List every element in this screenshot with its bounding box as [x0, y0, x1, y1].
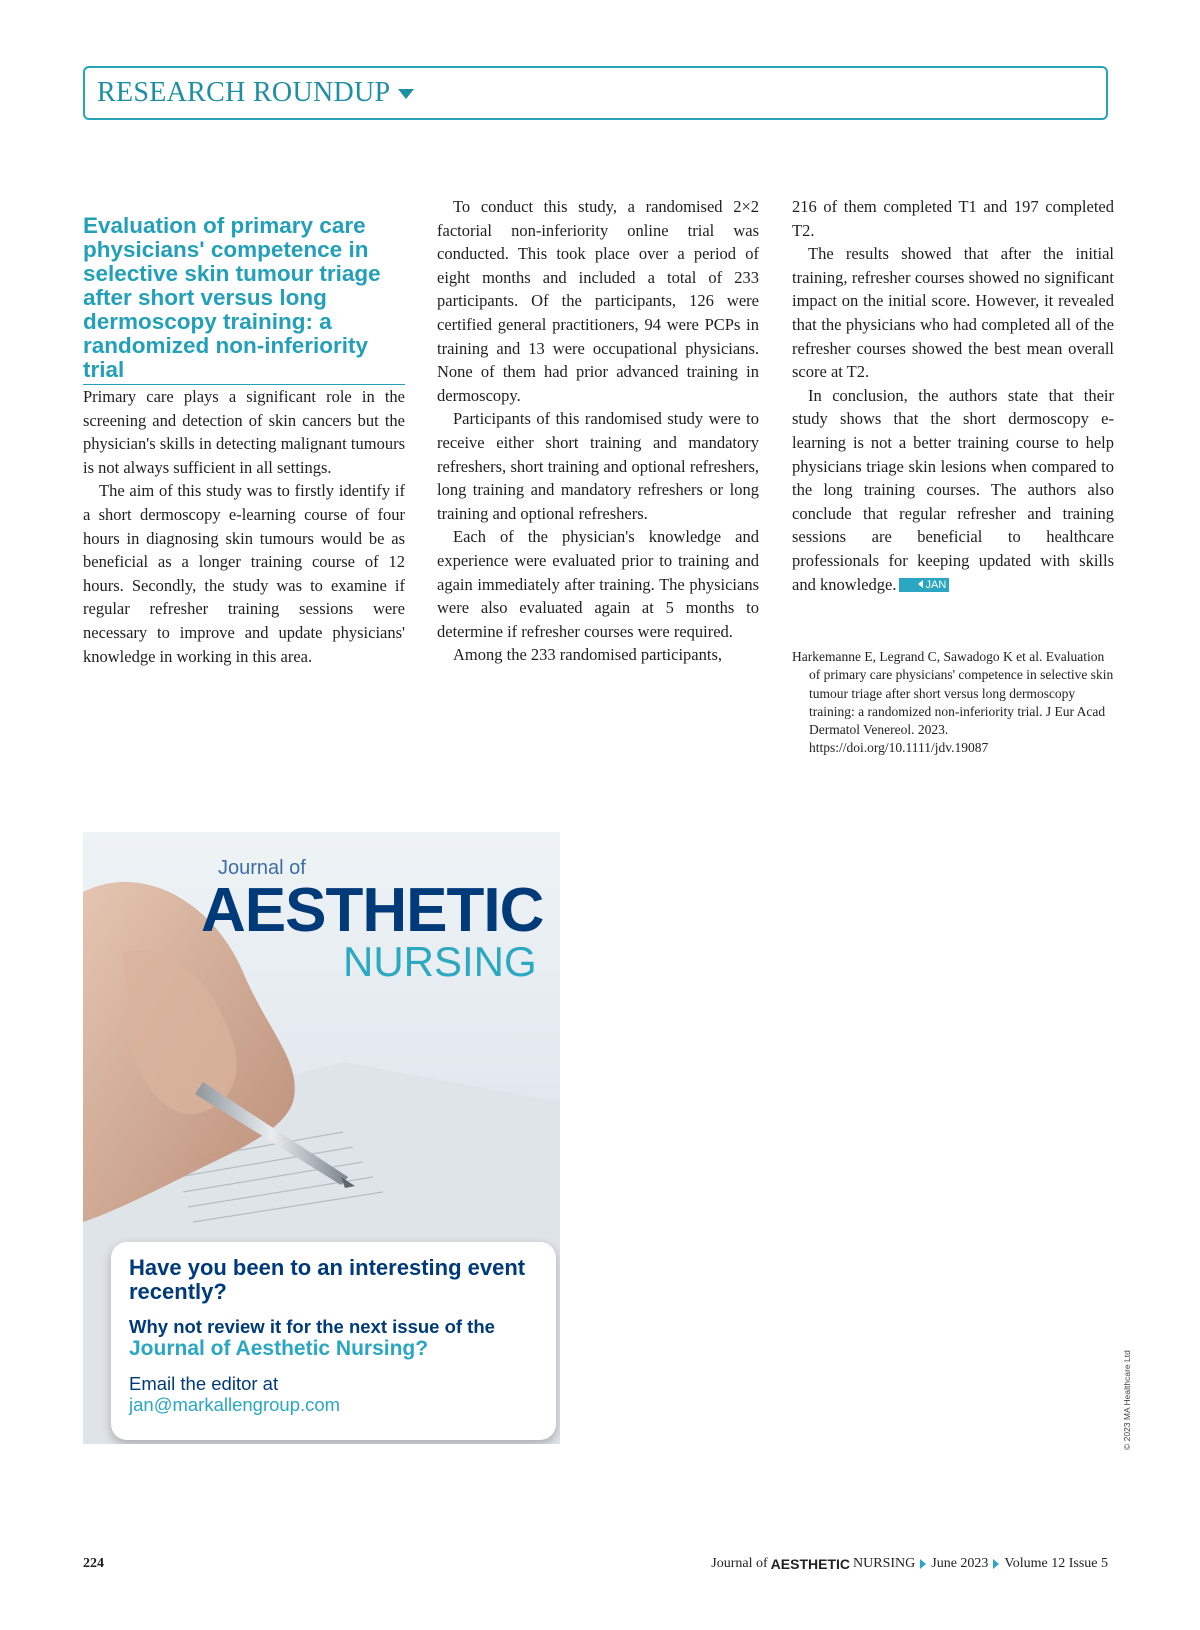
footer-journal-suffix: NURSING — [853, 1556, 916, 1571]
footer-issue-date: June 2023 — [931, 1556, 989, 1571]
paragraph: To conduct this study, a randomised 2×2 factorial non-inferiority online trial was conducted. This took place over a period of eight months and included a total of 233 participants. Of the participants, 126 were certified general practitioners, 94 were PCPs in training and 13 were occupational physicians. None of them had prior advanced training in dermoscopy. — [437, 197, 759, 405]
paragraph: Primary care plays a significant role in the screening and detection of skin cancers but the physician's skills in detecting malignant tumours is not always sufficient in all settings. — [83, 387, 405, 477]
advert-email-link[interactable]: jan@markallengroup.com — [129, 1394, 341, 1415]
paragraph: Among the 233 randomised participants, — [453, 645, 722, 665]
paragraph: 216 of them completed T1 and 197 completed T2. — [792, 197, 1114, 240]
paragraph-text: In conclusion, the authors state that their study shows that the short dermoscopy e-learning is not a better training course to help physicians triage skin lesions when compared to the long training courses. The authors also conclude that regular refresher and training sessions are beneficial to healthcare professionals for keeping updated with skills and knowledge. — [792, 385, 1114, 594]
footer-journal-bold: AESTHETIC — [770, 1556, 851, 1572]
copyright-notice: © 2023 MA Healthcare Ltd — [1122, 1350, 1132, 1450]
article-column-2 — [437, 195, 759, 667]
advert-card — [111, 1242, 556, 1440]
footer-volume: Volume 12 Issue 5 — [1004, 1556, 1108, 1571]
triangle-right-icon — [993, 1559, 999, 1569]
advert-headline: Have you been to an interesting event recently? — [129, 1255, 526, 1304]
advert-aesthetic: AESTHETIC — [201, 876, 544, 945]
triangle-left-icon — [918, 580, 923, 588]
advert-question-journal: Journal of Aesthetic Nursing? — [129, 1337, 429, 1360]
end-of-article-badge — [899, 578, 949, 592]
paragraph-final — [792, 384, 1114, 596]
footer-journal-prefix: Journal of — [711, 1556, 768, 1571]
section-header — [83, 66, 1108, 120]
page-number: 224 — [83, 1556, 104, 1571]
triangle-down-icon — [398, 89, 414, 99]
article-column-3 — [792, 195, 1114, 596]
triangle-right-icon — [920, 1559, 926, 1569]
paragraph: The aim of this study was to firstly identify if a short dermoscopy e-learning course of four hours in diagnosing skin tumours would be as beneficial as a longer training course of 12 hours. Secondly, the study was to examine if regular refresher training sessions were necessary to improve and update physicians' knowledge in working in this area. — [83, 481, 405, 666]
advert-question: Why not review it for the next issue of the — [129, 1316, 495, 1337]
section-title: RESEARCH ROUNDUP — [97, 77, 391, 108]
article-title: Evaluation of primary care physicians' competence in selective skin tumour triage after short versus long dermoscopy training: a randomized non-inferiority trial — [83, 214, 405, 385]
footer-journal-info — [711, 1556, 1108, 1572]
reference — [792, 648, 1114, 758]
paragraph: The results showed that after the initial training, refresher courses showed no significant impact on the initial score. However, it revealed that the physicians who had completed all of the refresher courses showed the best mean overall score at T2. — [792, 244, 1114, 382]
paragraph: Each of the physician's knowledge and experience were evaluated prior to training and again immediately after training. The physicians were also evaluated again at 5 months to determine if refresher courses were required. — [437, 527, 759, 641]
article-column-1 — [83, 214, 405, 668]
advertisement — [83, 832, 560, 1444]
paragraph: Participants of this randomised study were to receive either short training and mandatory refreshers, short training and optional refreshers, long training and mandatory refreshers or long training and optional refreshers. — [437, 409, 759, 523]
advert-journal-of: Journal of — [218, 857, 306, 879]
end-badge-label: JAN — [925, 578, 947, 591]
advert-email-label: Email the editor at — [129, 1373, 279, 1394]
reference-text: Harkemanne E, Legrand C, Sawadogo K et al. Evaluation of primary care physicians' competence in selective skin tumour triage after short versus long dermoscopy training: a randomized non-inferiority trial. J Eur Acad Dermatol Venereol. 2023. https://doi.org/10.1111/jdv.19087 — [792, 649, 1114, 756]
advert-nursing: NURSING — [343, 938, 537, 985]
